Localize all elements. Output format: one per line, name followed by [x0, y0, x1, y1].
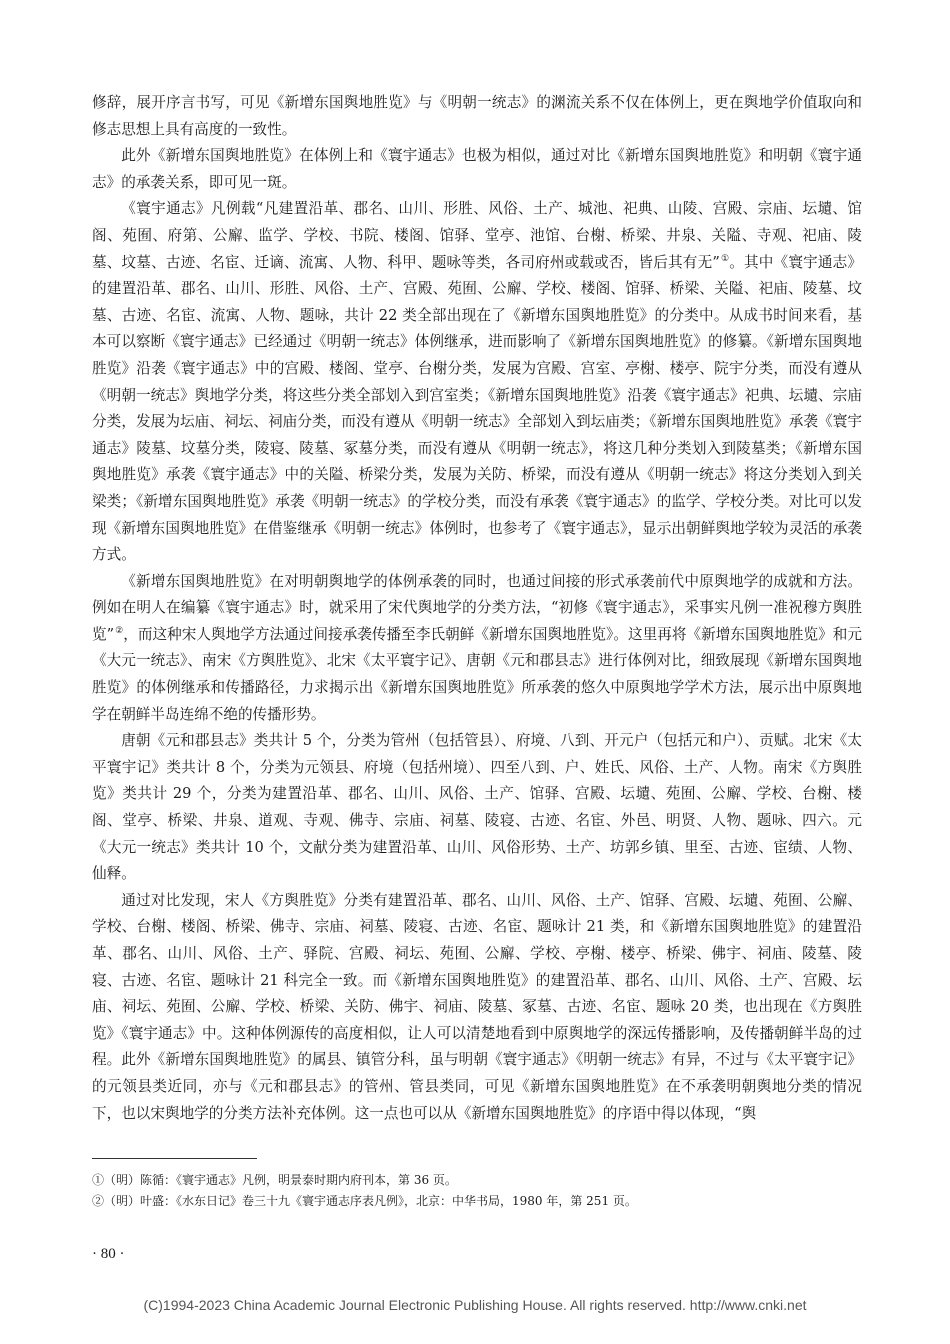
- paragraph: [92, 569, 862, 729]
- footnote-1: ①（明）陈循：《寰宇通志》凡例，明景泰时期内府刊本，第 36 页。: [92, 1173, 457, 1187]
- footnote-divider: [92, 1158, 257, 1159]
- paragraph-text: ，而这种宋人舆地学方法通过间接承袭传播至李氏朝鲜《新增东国舆地胜览》。这里再将《新增东国舆地胜览》和元《大元一统志》、南宋《方舆胜览》、北宋《太平寰宇记》、唐朝《元和郡县志》进行体例对比，细致展现《新增东国舆地胜览》的体例继承和传播路径，力求揭示出《新增东国舆地胜览》所承袭的悠久中原舆地学学术方法，展示出中原舆地学在朝鲜半岛连绵不绝的传播形势。: [92, 625, 862, 723]
- copyright-notice: (C)1994-2023 China Academic Journal Electronic Publishing House. All rights reserved. http://www.cnki.net: [143, 1297, 807, 1313]
- paragraph-text: 《新增东国舆地胜览》在对明朝舆地学的体例承袭的同时，也通过间接的形式承袭前代中原舆地学的成就和方法。例如在明人在编纂《寰宇通志》时，就采用了宋代舆地学的分类方法，“初修《寰宇通志》，采事实凡例一准祝穆方舆胜览”: [92, 572, 862, 643]
- paragraph: [92, 196, 862, 568]
- paragraph-text: 《寰宇通志》凡例载“凡建置沿革、郡名、山川、形胜、风俗、土产、城池、祀典、山陵、宫殿、宗庙、坛壝、馆阁、苑囿、府第、公廨、监学、学校、书院、楼阁、馆驿、堂亭、池馆、台榭、桥梁、井泉、关隘、寺观、祀庙、陵墓、坟墓、古迹、名宦、迁谪、流寓、人物、科甲、题咏等类，各司府州或载或否，皆后其有无”: [92, 200, 862, 271]
- paragraph-text: 。其中《寰宇通志》的建置沿革、郡名、山川、形胜、风俗、土产、宫殿、苑囿、公廨、学校、楼阁、馆驿、桥梁、关隘、祀庙、陵墓、坟墓、古迹、名宦、流寓、人物、题咏，共计 22 类全部出现在了《新增东国舆地胜览》的分类中。从成书时间来看，基本可以察断《寰宇通志》已经通过《明朝一统志》体例继承，进而影响了《新增东国舆地胜览》的修纂。《新增东国舆地胜览》沿袭《寰宇通志》中的宫殿、楼阁、堂亭、台榭分类，发展为宫殿、宫室、亭榭、楼亭、院宇分类，而没有遵从《明朝一统志》舆地学分类，将这些分类全部划入到宫室类；《新增东国舆地胜览》沿袭《寰宇通志》祀典、坛壝、宗庙分类，发展为坛庙、祠坛、祠庙分类，而没有遵从《明朝一统志》全部划入到坛庙类；《新增东国舆地胜览》承袭《寰宇通志》陵墓、坟墓分类，陵寝、陵墓、冢墓分类，而没有遵从《明朝一统志》，将这几种分类划入到陵墓类；《新增东国舆地胜览》承袭《寰宇通志》中的关隘、桥梁分类，发展为关防、桥梁，而没有遵从《明朝一统志》将这分类划入到关梁类；《新增东国舆地胜览》承袭《明朝一统志》的学校分类，而没有承袭《寰宇通志》的监学、学校分类。对比可以发现《新增东国舆地胜览》在借鉴继承《明朝一统志》体例时，也参考了《寰宇通志》，显示出朝鲜舆地学较为灵活的承袭方式。: [92, 253, 862, 564]
- paragraph: 唐朝《元和郡县志》类共计 5 个，分类为管州（包括管县）、府境、八到、开元户（包括元和户）、贡赋。北宋《太平寰宇记》类共计 8 个，分类为元领县、府境（包括州境）、四至八到、户、姓氏、风俗、土产、人物。南宋《方舆胜览》类共计 29 个，分类为建置沿革、郡名、山川、风俗、土产、馆驿、宫殿、坛壝、苑囿、公廨、学校、台榭、楼阁、堂亭、桥梁、井泉、道观、寺观、佛寺、宗庙、祠墓、陵寝、古迹、名宦、外邑、明贤、人物、题咏、四六。元《大元一统志》类共计 10 个，文献分类为建置沿革、山川、风俗形势、土产、坊郭乡镇、里至、古迹、宦绩、人物、仙释。: [92, 732, 862, 883]
- footnote-2: ②（明）叶盛：《水东日记》卷三十九《寰宇通志序表凡例》，北京：中华书局，1980 年，第 251 页。: [92, 1194, 637, 1208]
- article-body: [92, 90, 862, 1127]
- footnote-ref-2[interactable]: ②: [115, 626, 124, 637]
- paragraph: 修辞，展开序言书写，可见《新增东国舆地胜览》与《明朝一统志》的渊流关系不仅在体例上，更在舆地学价值取向和修志思想上具有高度的一致性。: [92, 94, 862, 138]
- paragraph: 此外《新增东国舆地胜览》在体例上和《寰宇通志》也极为相似，通过对比《新增东国舆地胜览》和明朝《寰宇通志》的承袭关系，即可见一斑。: [92, 147, 862, 191]
- footnote-ref-1[interactable]: ①: [720, 253, 730, 264]
- page-number: · 80 ·: [92, 1246, 125, 1262]
- footnotes: [92, 1170, 862, 1212]
- paragraph: 通过对比发现，宋人《方舆胜览》分类有建置沿革、郡名、山川、风俗、土产、馆驿、宫殿、坛壝、苑囿、公廨、学校、台榭、楼阁、桥梁、佛寺、宗庙、祠墓、陵寝、古迹、名宦、题咏计 21 类，和《新增东国舆地胜览》的建置沿革、郡名、山川、风俗、土产、驿院、宫殿、祠坛、苑囿、公廨、学校、亭榭、楼亭、桥梁、佛宇、祠庙、陵墓、陵寝、古迹、名宦、题咏计 21 科完全一致。而《新增东国舆地胜览》的建置沿革、郡名、山川、风俗、土产、宫殿、坛庙、祠坛、苑囿、公廨、学校、桥梁、关防、佛宇、祠庙、陵墓、冢墓、古迹、名宦、题咏 20 类，也出现在《方舆胜览》《寰宇通志》中。这种体例源传的高度相似，让人可以清楚地看到中原舆地学的深远传播影响，及传播朝鲜半岛的过程。此外《新增东国舆地胜览》的属县、镇管分科，虽与明朝《寰宇通志》《明朝一统志》有异，不过与《太平寰宇记》的元领县类近同，亦与《元和郡县志》的管州、管县类同，可见《新增东国舆地胜览》在不承袭明朝舆地分类的情况下，也以宋舆地学的分类方法补充体例。这一点也可以从《新增东国舆地胜览》的序语中得以体现，“舆: [92, 891, 862, 1122]
